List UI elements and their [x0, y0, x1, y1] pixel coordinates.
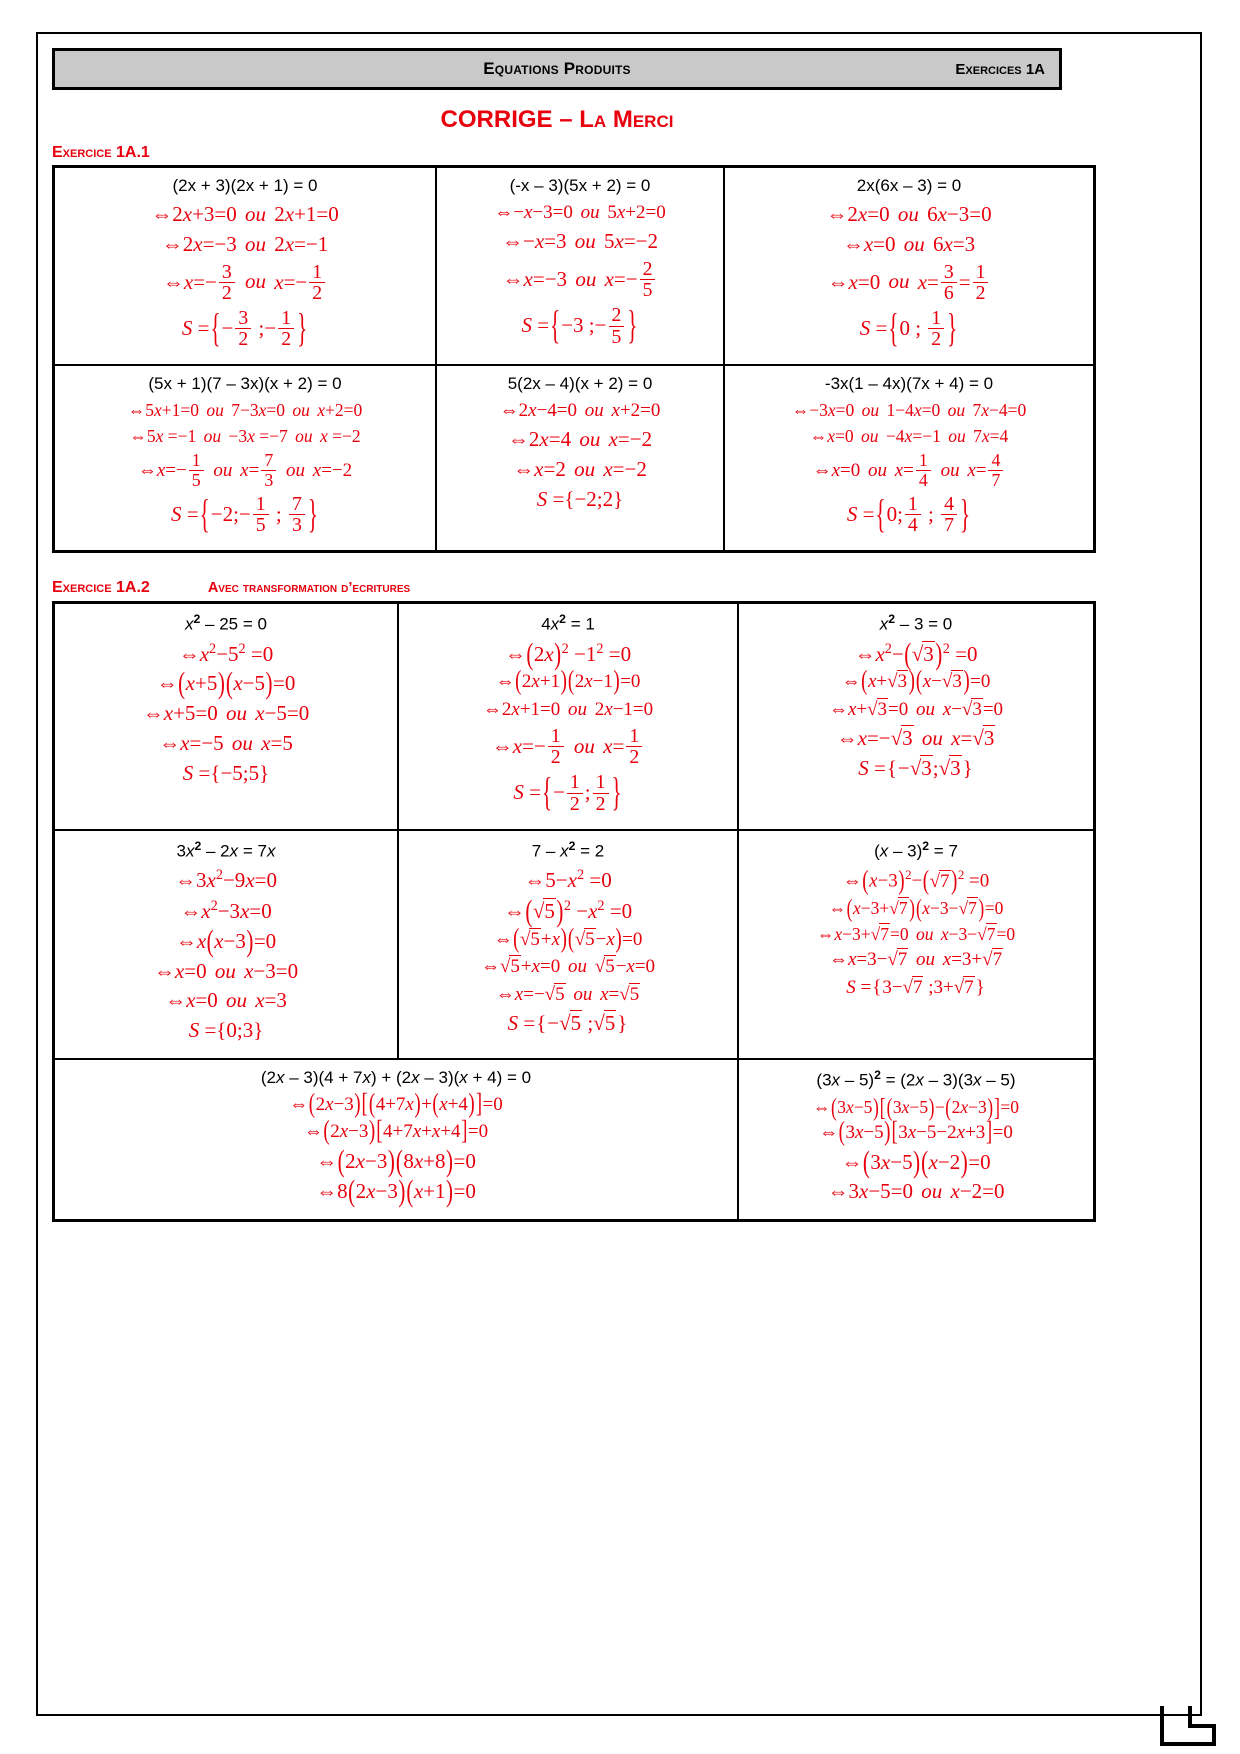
solution-step: ⇔8(2x−3)(x+1)=0 [316, 1172, 476, 1208]
header-title: Equations Produits [483, 59, 631, 78]
answer-cell [54, 602, 399, 829]
solution-set: S ={− $\frac{1}{2}$ ; $\frac{1}{2}$ } [513, 769, 622, 815]
table-row [54, 1059, 1095, 1221]
page-title: CORRIGE – La Merci [440, 106, 674, 133]
solution-step: ⇔5x+1=0 ou 7−3x=0 ou x+2=0 [127, 400, 363, 421]
answer-cell [54, 830, 399, 1059]
solution-step: ⇔x=0 ou x= $\frac{3}{6}$ = $\frac{1}{2}$ [729, 262, 1089, 303]
equation-statement: $x^2 - 25 = 0$ [185, 611, 267, 634]
solution-set: S ={−2;2} [536, 486, 624, 511]
solution-step: ⇔(2x−3)(8x+8)=0 [316, 1143, 476, 1178]
solution-step: ⇔x=−√5 ou x=√5 [495, 983, 640, 1005]
answer-cell [54, 1059, 739, 1221]
solution-step: $\Leftrightarrow(√5)^2 -x^2 =0$ [503, 893, 633, 929]
solution-step: ⇔−3x=0 ou 1−4x=0 ou 7x−4=0 [791, 400, 1027, 421]
equation-statement: (2x + 3)(2x + 1) = 0 [172, 176, 318, 195]
solution-step: ⇔3x−5=0 ou x−2=0 [827, 1179, 1005, 1204]
page-corner-notch [1160, 1704, 1216, 1746]
solution-step: ⇔−x=3 ou 5x=−2 [501, 229, 659, 254]
solution-step: ⇔√5+x=0 ou √5−x=0 [480, 956, 656, 978]
table-row [54, 365, 1095, 551]
solution-step: ⇔(3x−5)[(3x−5)−(2x−3)]=0 [812, 1091, 1020, 1121]
solution-step: ⇔x=−5 ou x=5 [159, 730, 293, 755]
solution-step: $\Leftrightarrow 5-x^2 =0$ [524, 867, 612, 893]
page-header-banner [52, 48, 1062, 90]
solution-set: S ={3−√7 ;3+√7 } [846, 976, 985, 998]
solution-step: ⇔x=0 ou x−3=0 [153, 958, 299, 983]
answer-cell [738, 1059, 1095, 1221]
answer-cell [436, 365, 724, 551]
solution-step: ⇔x=0 ou x= $\frac{1}{4}$ ou x= $\frac{4}{7}$ [729, 451, 1089, 488]
equation-statement: 2x(6x – 3) = 0 [856, 176, 962, 195]
solution-step: $\Leftrightarrow x^2-3x=0$ [180, 898, 272, 924]
solution-set: S ={−2;− $\frac{1}{5}$ ; $\frac{7}{3}$ } [171, 490, 318, 537]
solution-step: $\Leftrightarrow(x-3)^2-(√7)^2 =0$ [842, 865, 990, 897]
equation-statement: (5x + 1)(7 – 3x)(x + 2) = 0 [148, 374, 342, 394]
solution-step: ⇔(3x−5)(x−2)=0 [841, 1144, 991, 1179]
solution-step: ⇔x=− $\frac{1}{2}$ ou x= $\frac{1}{2}$ [403, 726, 733, 767]
solution-step: ⇔(x+√3)(x−√3)=0 [841, 666, 991, 697]
solution-step: ⇔x=3−√7 ou x=3+√7 [828, 949, 1003, 971]
answer-cell [724, 365, 1095, 551]
solution-set: S ={−5;5} [182, 760, 270, 785]
solution-step: ⇔x=− $\frac{1}{5}$ ou x= $\frac{7}{3}$ ou x=−2 [137, 450, 353, 490]
solution-step: $\Leftrightarrow(2x)^2 -1^2 =0$ [504, 636, 632, 671]
equation-statement: (3x – 5)$^2$ = (2x – 3)(3x – 5) [816, 1067, 1016, 1090]
exercise-1a1-heading [52, 144, 1062, 162]
equation-statement: $4x^2 = 1$ [541, 611, 595, 634]
solution-step: ⇔x=−√3 ou x=√3 [836, 726, 995, 751]
solution-step: ⇔(√5+x)(√5−x)=0 [493, 923, 643, 955]
solution-step: ⇔(2x+1)(2x−1)=0 [495, 666, 641, 697]
exercise-1a2-heading [52, 579, 1062, 597]
solution-step: ⇔x=−3 ou x=− $\frac{2}{5}$ [441, 259, 719, 300]
solution-step: $\Leftrightarrow 3x^2-9x=0$ [175, 867, 277, 893]
solution-step: ⇔x(x−3)=0 [175, 923, 277, 959]
table-row [54, 602, 1095, 829]
solution-step: ⇔2x+1=0 ou 2x−1=0 [482, 698, 654, 720]
solution-step: $\Leftrightarrow x^2-(√3)^2 =0$ [854, 636, 978, 671]
equation-statement: $3x^2 - 2x = 7x$ [176, 838, 276, 861]
table-row [54, 830, 1095, 1059]
answer-cell [54, 365, 437, 551]
solution-step: ⇔x=0 ou −4x=−1 ou 7x=4 [809, 425, 1009, 446]
answer-cell [398, 830, 738, 1059]
exercise-1a2-label: Exercice 1A.2 [52, 578, 150, 596]
solution-step: ⇔x=2 ou x=−2 [513, 457, 647, 482]
equation-statement: (-x – 3)(5x + 2) = 0 [509, 176, 651, 195]
solution-step: ⇔x=− $\frac{3}{2}$ ou x=− $\frac{1}{2}$ [59, 262, 431, 303]
solution-set: S ={−√3;√3} [858, 755, 973, 780]
solution-step: ⇔2x+3=0 ou 2x+1=0 [151, 202, 339, 226]
solution-step: ⇔2x=0 ou 6x−3=0 [826, 202, 992, 226]
equation-statement: $7 - x^2 = 2$ [531, 838, 605, 861]
solution-step: ⇔x+√3=0 ou x−√3=0 [828, 698, 1004, 720]
answer-cell [398, 602, 738, 829]
solution-step: ⇔2x−4=0 ou x+2=0 [499, 400, 661, 422]
solution-step: ⇔x+5=0 ou x−5=0 [142, 701, 310, 726]
solution-set: S ={0;3} [188, 1018, 264, 1043]
answer-cell [54, 167, 437, 366]
solution-step: ⇔5x =−1 ou −3x =−7 ou x =−2 [129, 425, 361, 446]
equation-statement: -3x(1 – 4x)(7x + 4) = 0 [824, 374, 994, 394]
solution-step: ⇔(3x−5)[3x−5−2x+3]=0 [819, 1117, 1013, 1148]
solution-step: ⇔(2x−3)[4+7x+x+4]=0 [303, 1116, 489, 1147]
exercise-1a2-sublabel: Avec transformation d’ecritures [207, 579, 411, 596]
solution-set: S ={0; $\frac{1}{4}$ ; $\frac{4}{7}$ } [846, 490, 971, 537]
answer-cell [738, 830, 1095, 1059]
header-exercise-ref: Exercices 1A [955, 60, 1045, 78]
solution-step: ⇔x=0 ou x=3 [165, 988, 287, 1013]
equation-statement: (2x – 3)(4 + 7x) + (2x – 3)(x + 4) = 0 [260, 1067, 532, 1087]
answer-cell [738, 602, 1095, 829]
exercise-1a1-label: Exercice 1A.1 [52, 144, 150, 161]
solution-step: ⇔(x+5)(x−5)=0 [156, 665, 296, 701]
equation-statement: $x^2 - 3 = 0$ [879, 611, 953, 634]
exercise-1a1-table [52, 165, 1096, 553]
solution-step: ⇔x−3+√7=0 ou x−3−√7=0 [816, 923, 1016, 944]
solution-set: S ={0 ; $\frac{1}{2}$ } [859, 304, 958, 351]
answer-cell [724, 167, 1095, 366]
solution-step: ⇔x=0 ou 6x=3 [842, 231, 976, 256]
equation-statement: 5(2x – 4)(x + 2) = 0 [507, 374, 653, 394]
solution-step: ⇔2x=−3 ou 2x=−1 [161, 231, 329, 256]
solution-set: S ={−3 ;− $\frac{2}{5}$ } [521, 302, 638, 348]
solution-step: ⇔−x−3=0 ou 5x+2=0 [494, 202, 666, 223]
solution-step: $\Leftrightarrow x^2-5^2 =0$ [178, 640, 274, 666]
exercise-1a2-table [52, 601, 1096, 1222]
solution-step: ⇔2x=4 ou x=−2 [507, 427, 653, 452]
answer-cell [436, 167, 724, 366]
solution-set: S ={− $\frac{3}{2}$ ;− $\frac{1}{2}$ } [181, 304, 308, 351]
solution-step: ⇔(x−3+√7)(x−3−√7)=0 [828, 893, 1004, 923]
solution-step: ⇔(2x−3)[(4+7x)+(x+4)]=0 [289, 1088, 503, 1120]
table-row [54, 167, 1095, 366]
solution-set: S ={−√5 ;√5} [507, 1011, 628, 1036]
equation-statement: (x – 3)$^2$ = 7 [874, 838, 958, 861]
